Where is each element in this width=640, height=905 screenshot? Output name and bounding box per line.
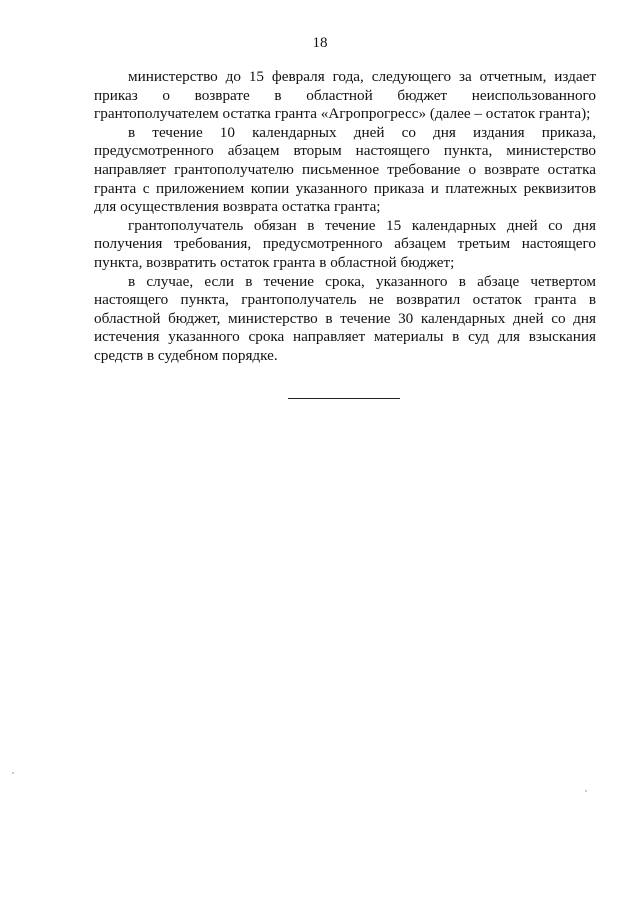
scan-speck bbox=[585, 790, 587, 792]
paragraph-1: министерство до 15 февраля года, следующего за отчетным, издает приказ о возврате в областной бюджет неиспользованного грантополучателем остатка гранта «Агропрогресс» (далее – остаток гранта); bbox=[94, 68, 596, 123]
paragraph-3: грантополучатель обязан в течение 15 календарных дней со дня получения требования, предусмотренного абзацем третьим настоящего пункта, возвратить остаток гранта в областной бюджет; bbox=[94, 216, 596, 271]
end-of-text-rule bbox=[288, 398, 400, 399]
page-number: 18 bbox=[312, 35, 328, 51]
document-body bbox=[94, 68, 596, 366]
paragraph-4: в случае, если в течение срока, указанного в абзаце четвертом настоящего пункта, грантополучатель не возвратил остаток гранта в областной бюджет, министерство в течение 30 календарных дней со дня истечения указанного срока направляет материалы в суд для взыскания средств в судебном порядке. bbox=[94, 272, 596, 364]
scan-speck bbox=[12, 772, 14, 774]
paragraph-2: в течение 10 календарных дней со дня издания приказа, предусмотренного абзацем вторым настоящего пункта, министерство направляет грантополучателю письменное требование о возврате остатка гранта с приложением копии указанного приказа и платежных реквизитов для осуществления возврата остатка гранта; bbox=[94, 123, 596, 216]
